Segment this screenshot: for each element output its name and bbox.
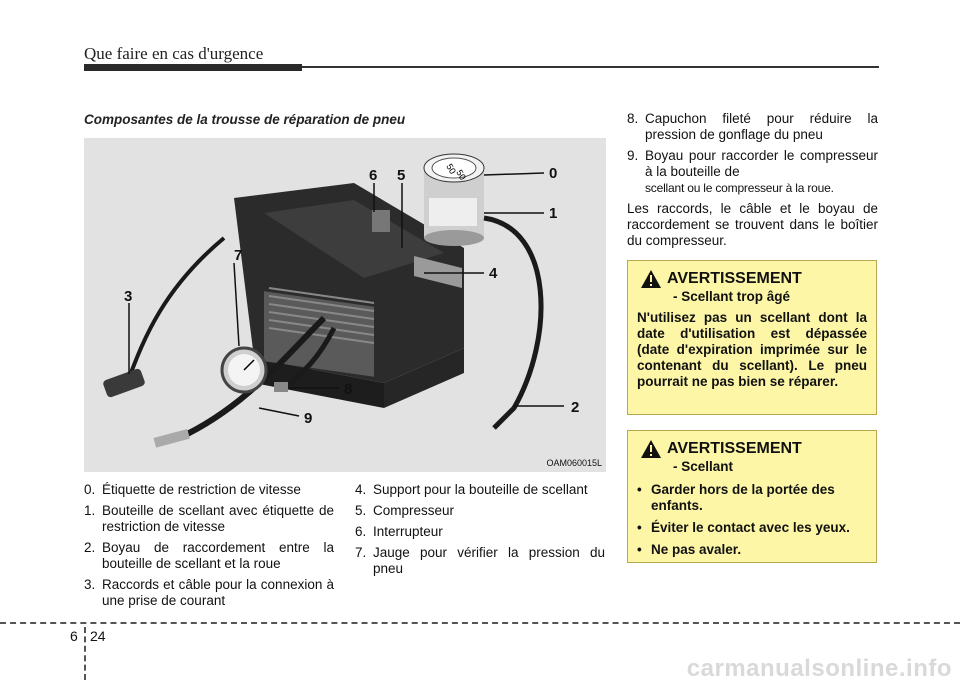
list-item: 3. Raccords et câble pour la connexion à une prise de courant [84,577,334,608]
list-item: 2. Boyau de raccordement entre la bouteille de scellant et la roue [84,540,334,571]
hose-connector [153,429,189,448]
kit-illustration [84,138,606,472]
callout-2: 2 [571,399,580,416]
component-list-middle [355,482,605,582]
list-item: 6. Interrupteur [355,524,443,539]
callout-0: 0 [549,165,558,182]
warning-bullet-list [637,482,867,558]
watermark: carmanualsonline.info [686,655,952,682]
threaded-cap [274,382,288,392]
list-item: 1. Bouteille de scellant avec étiquette de restriction de vitesse [84,503,334,534]
list-item: 4. Support pour la bouteille de scellant [355,482,588,497]
list-item: 5. Compresseur [355,503,455,518]
warning-box-old-sealant [627,260,877,415]
power-cable [129,238,224,378]
callout-1: 1 [549,205,558,222]
list-item: 9. Boyau pour raccorder le compresseur à la bouteille de scellant ou le compresseur à la roue. [627,148,878,195]
callout-3: 3 [124,288,133,305]
list-item: • Garder hors de la portée des enfants. [637,482,835,513]
callout-8: 8 [344,381,353,398]
warning-subtitle: - Scellant trop âgé [673,289,791,304]
speed-label-50-b: 50 [454,168,468,182]
warning-title: AVERTISSEMENT [667,270,802,287]
warning-triangle-icon [640,439,662,459]
power-switch [372,210,390,232]
storage-note-paragraph: Les raccords, le câble et le boyau de raccordement se trouvent dans le boîtier du compresseur. [627,201,878,248]
callout-7: 7 [234,247,243,264]
figure-code: OAM060015L [546,458,602,468]
page-header-title: Que faire en cas d'urgence [84,44,264,63]
section-subtitle: Composantes de la trousse de réparation de pneu [84,112,406,127]
warning-body: N'utilisez pas un scellant dont la date d'utilisation est dépassée (date d'expiration imprimée sur le contenant du scellant). Le pneu pourrait ne pas bien se réparer. [637,310,867,389]
component-list-right [627,111,878,201]
footer-dashed-divider [84,627,86,680]
list-item: • Ne pas avaler. [637,542,742,557]
tire-repair-kit-figure [84,138,606,472]
list-item: 0. Étiquette de restriction de vitesse [84,482,301,497]
header-accent-bar [84,64,302,71]
page-number: 24 [90,628,106,644]
callout-9: 9 [304,410,313,427]
callout-5: 5 [397,167,406,184]
footer-dashed-rule [0,622,960,624]
sealant-bottle [424,154,484,246]
speed-label-50-a: 50 [444,162,458,176]
list-item: 7. Jauge pour vérifier la pression du pneu [355,545,605,576]
warning-subtitle: - Scellant [673,459,734,474]
warning-box-sealant [627,430,877,563]
bottle-hose [484,218,541,428]
warning-title: AVERTISSEMENT [667,440,802,457]
pressure-gauge [222,348,266,392]
power-plug [102,368,146,399]
callout-4: 4 [489,265,498,282]
list-item: 8. Capuchon fileté pour réduire la pression de gonflage du pneu [627,111,878,142]
list-item: • Éviter le contact avec les yeux. [637,520,850,535]
component-list-left [84,482,334,614]
chapter-number: 6 [70,628,78,644]
warning-triangle-icon [640,269,662,289]
callout-6: 6 [369,167,378,184]
